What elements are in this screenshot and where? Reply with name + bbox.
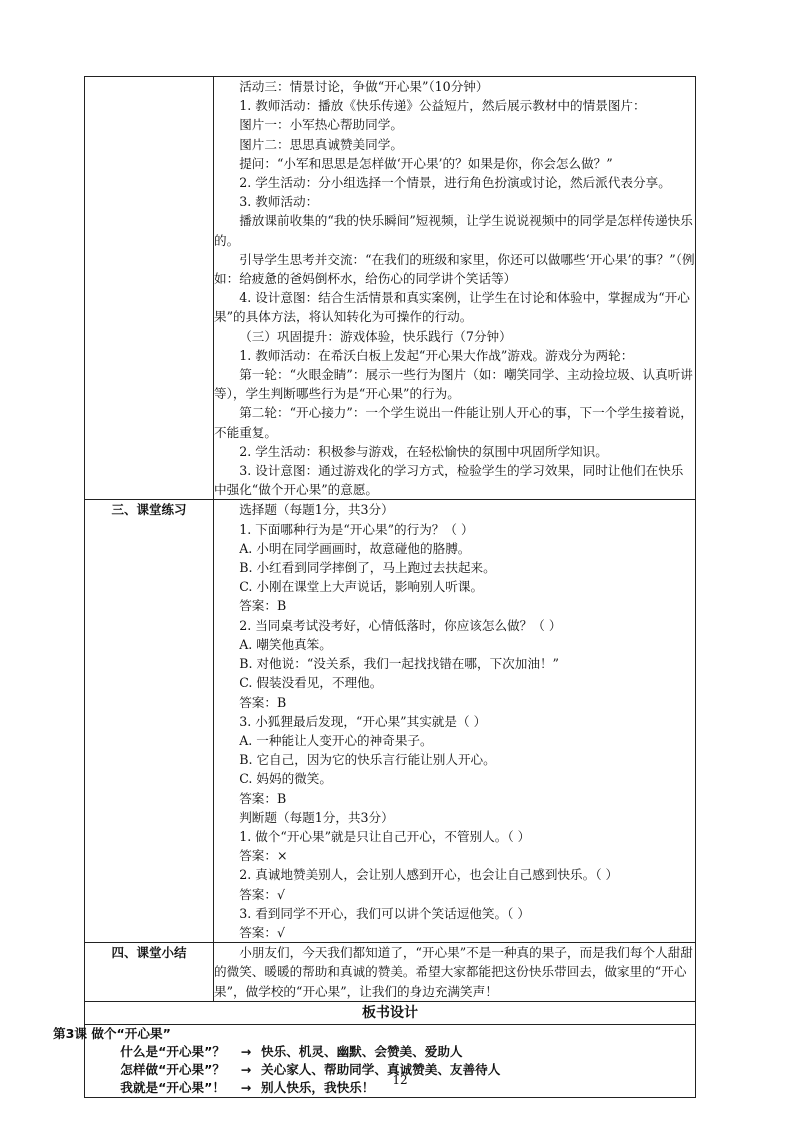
summary-row bbox=[85, 943, 696, 1002]
practice-content-cell bbox=[214, 500, 696, 943]
activity-line: 1. 教师活动：播放《快乐传递》公益短片，然后展示教材中的情景图片： bbox=[239, 98, 646, 114]
activity-line: 第一轮：“火眼金睛”：展示一些行为图片（如：嘲笑同学、主动捡垃圾、认真听讲等），学生判断哪些行为是“开心果”的行为。 bbox=[214, 367, 693, 402]
summary-content-cell bbox=[214, 943, 696, 1002]
board-row bbox=[85, 1043, 695, 1061]
activity-line: 提问：“小军和思思是怎样做‘开心果’的？如果是你，你会怎么做？” bbox=[239, 155, 613, 171]
page-number: 12 bbox=[392, 1073, 408, 1087]
activity-line: 4. 设计意图：结合生活情景和真实案例，让学生在讨论和体验中，掌握成为“开心果”的具体方法，将认知转化为可操作的行动。 bbox=[214, 290, 690, 325]
board-row-answer: 快乐、机灵、幽默、会赞美、爱助人 bbox=[261, 1043, 463, 1059]
board-row-answer: 关心家人、帮助同学、真诚赞美、友善待人 bbox=[261, 1061, 501, 1077]
practice-line: 答案：× bbox=[239, 848, 288, 864]
practice-line: B. 小红看到同学摔倒了，马上跑过去扶起来。 bbox=[239, 560, 496, 576]
lesson-plan-table bbox=[53, 76, 696, 1098]
practice-line: C. 假装没看见，不理他。 bbox=[239, 675, 383, 691]
practice-row bbox=[85, 500, 696, 943]
board-row-question: 什么是“开心果”？ bbox=[120, 1043, 225, 1059]
arrow-icon: → bbox=[240, 1061, 252, 1077]
practice-line: 2. 当同桌考试没考好，心情低落时，你应该怎么做？（ ） bbox=[239, 617, 562, 633]
practice-line: 3. 小狐狸最后发现，“开心果”其实就是（ ） bbox=[239, 713, 487, 729]
practice-label: 三、课堂练习 bbox=[85, 500, 214, 943]
practice-line: A. 嘲笑他真笨。 bbox=[239, 636, 332, 652]
practice-line: B. 它自己，因为它的快乐言行能让别人开心。 bbox=[239, 752, 496, 768]
practice-line: C. 妈妈的微笑。 bbox=[239, 771, 332, 787]
activity-heading: 活动三：情景讨论，争做“开心果”（10分钟） bbox=[239, 79, 489, 94]
activity-subheading: （三）巩固提升：游戏体验，快乐践行（7分钟） bbox=[239, 328, 512, 344]
practice-line: 3. 看到同学不开心，我们可以讲个笑话逗他笑。（ ） bbox=[239, 905, 530, 921]
activity-line: 2. 学生活动：分小组选择一个情景，进行角色扮演或讨论，然后派代表分享。 bbox=[239, 175, 671, 191]
practice-line: 答案：B bbox=[239, 598, 287, 614]
activity-line: 图片二：思思真诚赞美同学。 bbox=[239, 136, 403, 152]
board-row-answer: 别人快乐，我快乐！ bbox=[261, 1079, 375, 1095]
practice-line: A. 小明在同学画画时，故意碰他的胳膊。 bbox=[239, 540, 471, 556]
practice-line: C. 小刚在课堂上大声说话，影响别人听课。 bbox=[239, 579, 484, 595]
activity-line: 引导学生思考并交流：“在我们的班级和家里，你还可以做哪些‘开心果’的事？”（例如：给疲惫的爸妈倒杯水，给伤心的同学讲个笑话等） bbox=[214, 251, 695, 287]
arrow-icon: → bbox=[240, 1079, 252, 1095]
practice-line: B. 对他说：“没关系，我们一起找找错在哪，下次加油！” bbox=[239, 656, 559, 672]
activity-line: 播放课前收集的“我的快乐瞬间”短视频，让学生说说视频中的同学是怎样传递快乐的。 bbox=[214, 213, 693, 248]
activity-line: 2. 学生活动：积极参与游戏，在轻松愉快的氛围中巩固所学知识。 bbox=[239, 443, 608, 459]
practice-line: 答案：B bbox=[239, 790, 287, 806]
practice-line: 选择题（每题1分，共3分） bbox=[239, 502, 394, 518]
activity-line: 图片一：小军热心帮助同学。 bbox=[239, 117, 403, 133]
practice-line: 判断题（每题1分，共3分） bbox=[239, 809, 394, 825]
activity-line: 1. 教师活动：在希沃白板上发起“开心果大作战”游戏。游戏分为两轮： bbox=[239, 347, 634, 363]
activity-content-cell bbox=[214, 77, 696, 500]
practice-line: 答案：√ bbox=[239, 924, 285, 940]
arrow-icon: → bbox=[240, 1043, 252, 1059]
board-header-row bbox=[85, 1001, 696, 1024]
practice-line: 1. 下面哪种行为是“开心果”的行为？（ ） bbox=[239, 521, 474, 537]
practice-line: 2. 真诚地赞美别人，会让别人感到开心，也会让自己感到快乐。（ ） bbox=[239, 867, 619, 883]
activity-row bbox=[85, 77, 696, 500]
practice-line: 答案：√ bbox=[239, 886, 285, 902]
summary-label: 四、课堂小结 bbox=[85, 943, 214, 1002]
board-row-question: 我就是“开心果”！ bbox=[120, 1079, 225, 1095]
activity-line: 3. 教师活动： bbox=[239, 194, 319, 210]
activity-line: 3. 设计意图：通过游戏化的学习方式，检验学生的学习效果，同时让他们在快乐中强化“做个开心果”的意愿。 bbox=[214, 463, 684, 498]
summary-text: 小朋友们，今天我们都知道了，“开心果”不是一种真的果子，而是我们每个人甜甜的微笑、暖暖的帮助和真诚的赞美。希望大家都能把这份快乐带回去，做家里的“开心果”，做学校的“开心果”，让我们的身边充满笑声！ bbox=[214, 945, 693, 999]
board-row-question: 怎样做“开心果”？ bbox=[120, 1061, 225, 1077]
practice-line: A. 一种能让人变开心的神奇果子。 bbox=[239, 732, 433, 748]
practice-line: 1. 做个“开心果”就是只让自己开心，不管别人。（ ） bbox=[239, 828, 531, 844]
activity-line: 第二轮：“开心接力”：一个学生说出一件能让别人开心的事，下一个学生接着说，不能重复。 bbox=[214, 405, 693, 440]
activity-label-cell bbox=[85, 77, 214, 500]
practice-line: 答案：B bbox=[239, 694, 287, 710]
board-lesson-title: 第3课 做个“开心果” bbox=[53, 1025, 171, 1041]
board-design-header: 板书设计 bbox=[85, 1001, 696, 1024]
